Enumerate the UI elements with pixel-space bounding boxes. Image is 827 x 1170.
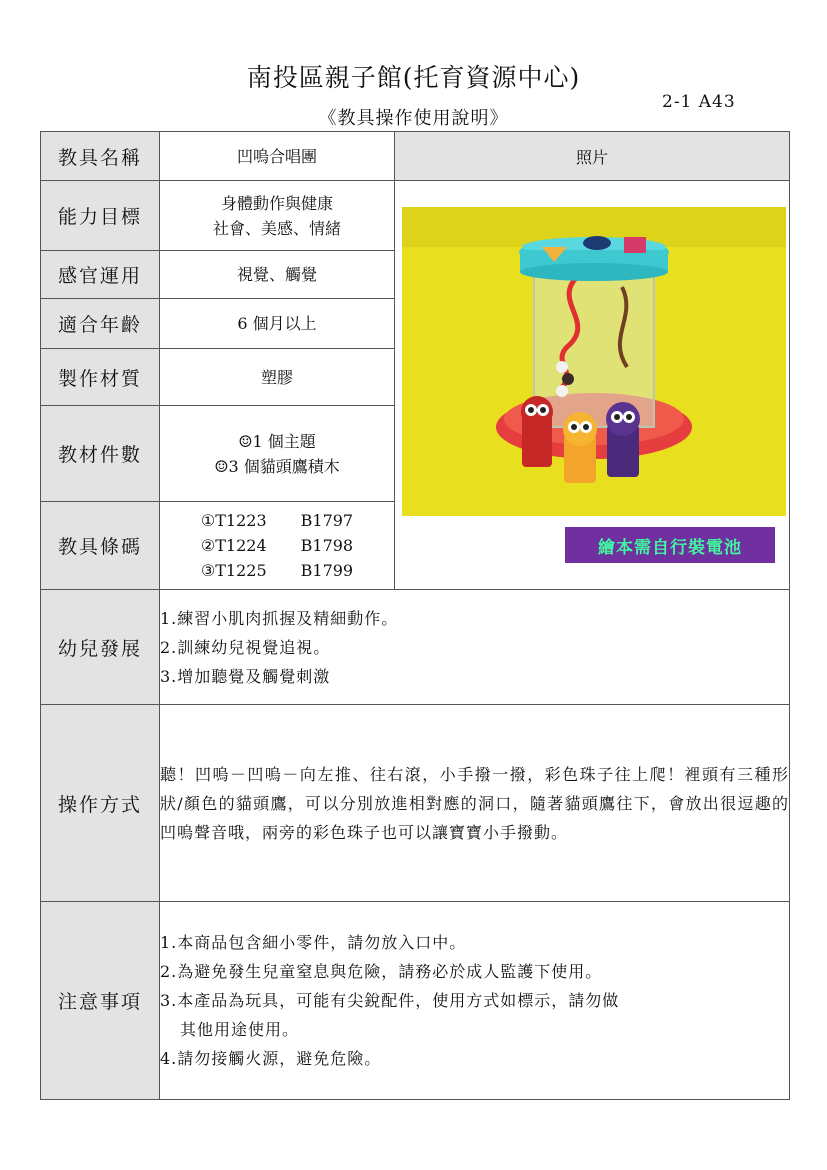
barcode-label: 教具條碼 [41, 502, 160, 590]
name-label: 教具名稱 [41, 132, 160, 181]
note-item: 1.本商品包含細小零件，請勿放入口中。 [160, 933, 467, 952]
development-item: 3.增加聽覺及觸覺刺激 [160, 666, 331, 686]
development-label: 幼兒發展 [41, 590, 160, 705]
instruction-table [40, 131, 790, 1100]
ability-line-1: 身體動作與健康 [220, 193, 333, 213]
note-item: 4.請勿接觸火源，避免危險。 [160, 1049, 382, 1068]
operation-value: 聽！凹嗚－凹嗚－向左推、往右滾，小手撥一撥，彩色珠子往上爬！裡頭有三種形狀/顏色的貓頭鷹，可以分別放進相對應的洞口，隨著貓頭鷹往下，會放出很逗趣的凹嗚聲音哦，兩旁的彩色珠子也可以讓寶寶小手撥動。 [160, 705, 790, 902]
photo-header: 照片 [395, 132, 790, 181]
toy-photo [402, 207, 786, 516]
note-item-continued: 其他用途使用。 [180, 1020, 300, 1039]
parts-item: ☺1 個主題 [238, 431, 316, 451]
item-code: 2-1 A43 [662, 92, 736, 112]
page-title: 南投區親子館(托育資源中心) [246, 63, 581, 92]
name-value: 凹嗚合唱團 [160, 132, 395, 181]
row-ability [41, 181, 790, 251]
senses-value: 視覺、觸覺 [160, 251, 395, 299]
note-item: 3.本產品為玩具，可能有尖銳配件，使用方式如標示，請勿做 [160, 991, 620, 1010]
page-subtitle: 《教具操作使用說明》 [318, 108, 509, 129]
photo-cell [395, 181, 790, 590]
parts-item: ☺3 個貓頭鷹積木 [214, 456, 340, 476]
senses-label: 感官運用 [41, 251, 160, 299]
ability-value [160, 181, 395, 251]
row-operation [41, 705, 790, 902]
row-development [41, 590, 790, 705]
notes-value [160, 902, 790, 1100]
barcode-t: ③T1225 [200, 561, 267, 580]
material-label: 製作材質 [41, 349, 160, 406]
barcode-b: B1799 [300, 561, 354, 580]
battery-note: 繪本需自行裝電池 [565, 527, 775, 563]
notes-label: 注意事項 [41, 902, 160, 1100]
operation-label: 操作方式 [41, 705, 160, 902]
barcode-t: ②T1224 [200, 536, 267, 555]
ability-line-2: 社會、美感、情緒 [212, 218, 341, 238]
row-notes [41, 902, 790, 1100]
barcode-value [160, 502, 395, 590]
development-item: 1.練習小肌肉抓握及精細動作。 [160, 608, 399, 628]
parts-value [160, 406, 395, 502]
parts-label: 教材件數 [41, 406, 160, 502]
development-item: 2.訓練幼兒視覺追視。 [160, 637, 331, 657]
barcode-entry [160, 558, 394, 583]
age-label: 適合年齡 [41, 299, 160, 349]
barcode-entry [160, 533, 394, 558]
age-value: 6 個月以上 [160, 299, 395, 349]
material-value: 塑膠 [160, 349, 395, 406]
note-item: 2.為避免發生兒童窒息與危險，請務必於成人監護下使用。 [160, 962, 603, 981]
row-name [41, 132, 790, 181]
barcode-t: ①T1223 [200, 511, 267, 530]
ability-label: 能力目標 [41, 181, 160, 251]
barcode-entry [160, 508, 394, 533]
barcode-b: B1798 [300, 536, 354, 555]
development-value [160, 590, 790, 705]
barcode-b: B1797 [300, 511, 354, 530]
